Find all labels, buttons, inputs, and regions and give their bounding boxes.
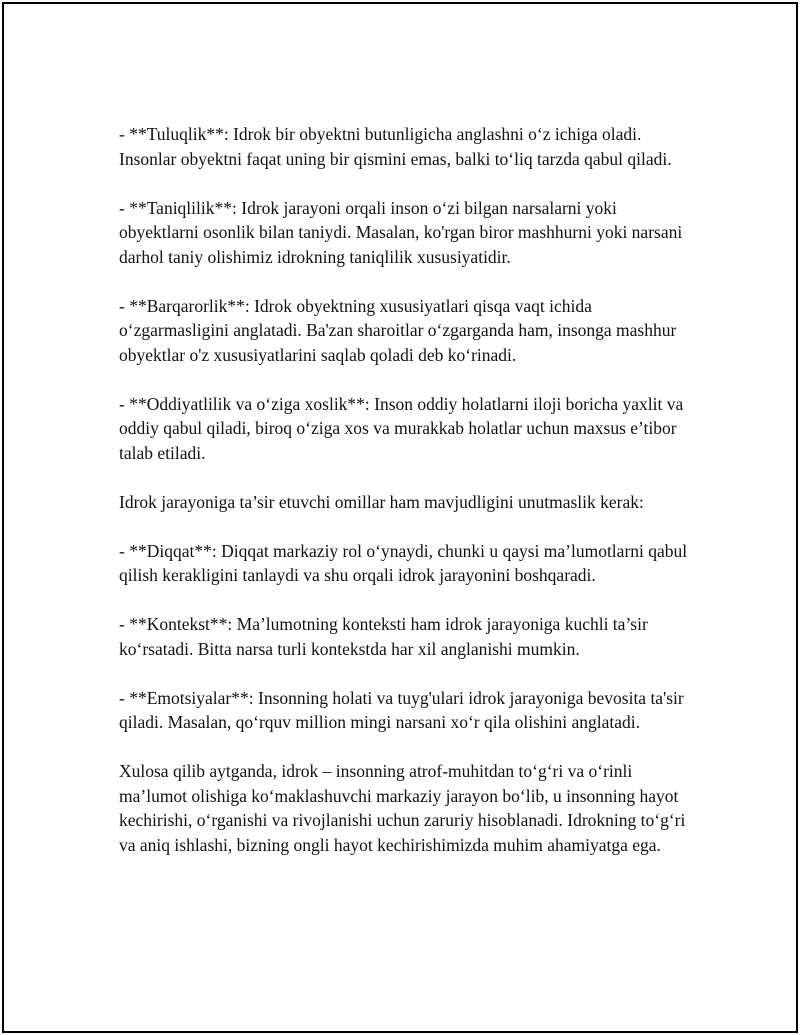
paragraph-tuluqlik: - **Tuluqlik**: Idrok bir obyektni butunligicha anglashni o‘z ichiga oladi. Insonlar obyektni faqat uning bir qismini emas, balki to‘liq tarzda qabul qiladi. xyxy=(119,124,672,169)
paragraph-emotsiyalar: - **Emotsiyalar**: Insonning holati va tuyg'ulari idrok jarayoniga bevosita ta'sir qiladi. Masalan, qo‘rquv million mingi narsani xo‘r qila olishini anglatadi. xyxy=(119,687,684,732)
paragraph-barqarorlik: - **Barqarorlik**: Idrok obyektning xususiyatlari qisqa vaqt ichida o‘zgarmasligini anglatadi. Ba'zan sharoitlar o‘zgarganda ham, insonga mashhur obyektlar o'z xususiyatlarini saqlab qoladi deb ko‘rinadi. xyxy=(119,295,677,365)
paragraph-omillar-intro: Idrok jarayoniga ta’sir etuvchi omillar ham mavjudligini unutmaslik kerak: xyxy=(119,491,644,512)
document-body xyxy=(119,122,689,857)
paragraph-xulosa: Xulosa qilib aytganda, idrok – insonning atrof-muhitdan to‘g‘ri va o‘rinli ma’lumot olishiga ko‘maklashuvchi markaziy jarayon bo‘lib, u insonning hayot kechirishi, o‘rganishi va rivojlanishi uchun zaruriy hisoblanadi. Idrokning to‘g‘ri va aniq ishlashi, bizning ongli hayot kechirishimizda muhim ahamiyatga ega. xyxy=(119,761,686,855)
paragraph-kontekst: - **Kontekst**: Ma’lumotning konteksti ham idrok jarayoniga kuchli ta’sir ko‘rsatadi. Bitta narsa turli kontekstda har xil anglanishi mumkin. xyxy=(119,614,648,659)
page-frame xyxy=(2,2,798,1033)
paragraph-diqqat: - **Diqqat**: Diqqat markaziy rol o‘ynaydi, chunki u qaysi ma’lumotlarni qabul qilish kerakligini tanlaydi va shu orqali idrok jarayonini boshqaradi. xyxy=(119,540,688,585)
paragraph-taniqlilik: - **Taniqlilik**: Idrok jarayoni orqali inson o‘zi bilgan narsalarni yoki obyektlarni osonlik bilan taniydi. Masalan, ko'rgan biror mashhurni yoki narsani darhol taniy olishimiz idrokning taniqlilik xususiyatidir. xyxy=(119,197,683,267)
paragraph-oddiyatlilik: - **Oddiyatlilik va o‘ziga xoslik**: Inson oddiy holatlarni iloji boricha yaxlit va oddiy qabul qiladi, biroq o‘ziga xos va murakkab holatlar uchun maxsus e’tibor talab etiladi. xyxy=(119,393,684,463)
